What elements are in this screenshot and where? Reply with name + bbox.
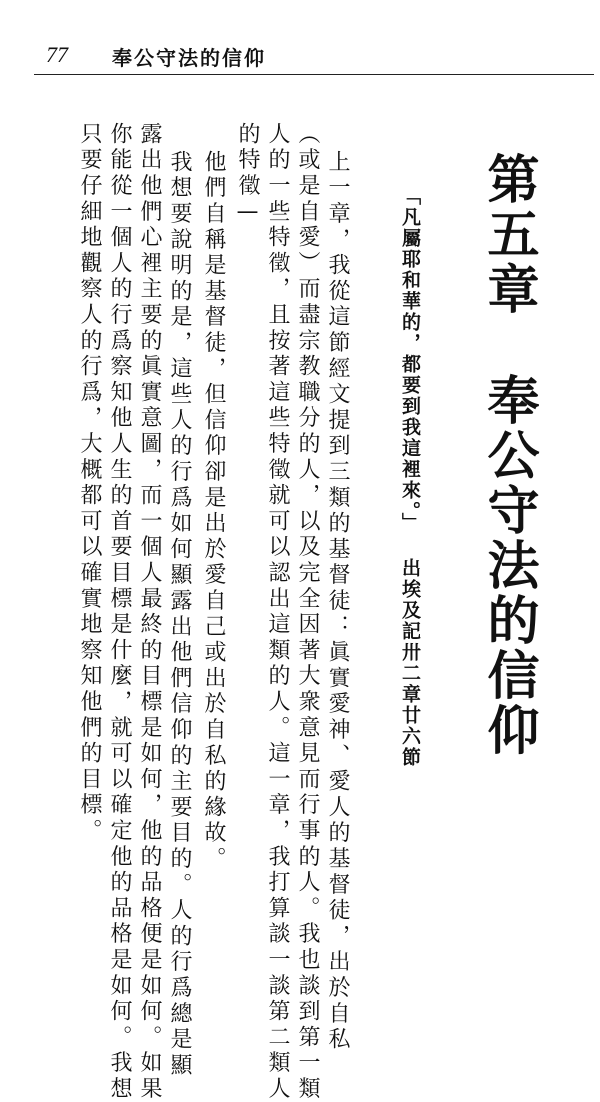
body-line: 我想要說明的是，這些人的行爲如何顯露出他們信仰的主要目的。人的行爲總是顯: [167, 150, 192, 1079]
body-line: 人的一些特徵，且按著這些特徵就可以認出這類的人。這一章，我打算談一談第二類人: [265, 122, 290, 1102]
chapter-number: 第五章: [478, 152, 538, 317]
page-number: 77: [46, 42, 68, 67]
body-line: 只要仔細地觀察人的行爲，大概都可以確實地察知他們的目標。: [77, 122, 102, 845]
epigraph-quote: 「凡屬耶和華的，都要到我這裡來。」: [399, 186, 421, 534]
body-line: （或是自愛）而盡宗教職分的人，以及完全因著大衆意見而行事的人。我也談到第一類: [295, 122, 320, 1102]
chapter-heading: [478, 152, 538, 758]
running-header: [34, 40, 594, 75]
epigraph-source: 出埃及記卅二章廿六節: [399, 558, 421, 768]
body-line: 的特徵—: [235, 122, 260, 229]
body-line: 露出他們心裡主要的眞實意圖，而一個人最終的目標是如何，他的品格便是如何。如果: [137, 122, 162, 1102]
body-line: 上一章，我從這節經文提到三類的基督徒：眞實愛神、愛人的基督徒，出於自私: [325, 150, 350, 1053]
body-line: 你能從一個人的行爲察知他人生的首要目標是什麼，就可以確定他的品格是如何。我想: [107, 122, 132, 1102]
chapter-title: 奉公守法的信仰: [478, 373, 538, 758]
running-title: 奉公守法的信仰: [112, 46, 266, 70]
body-line: 他們自稱是基督徒，但信仰卻是出於愛自己或出於自私的緣故。: [201, 150, 226, 873]
